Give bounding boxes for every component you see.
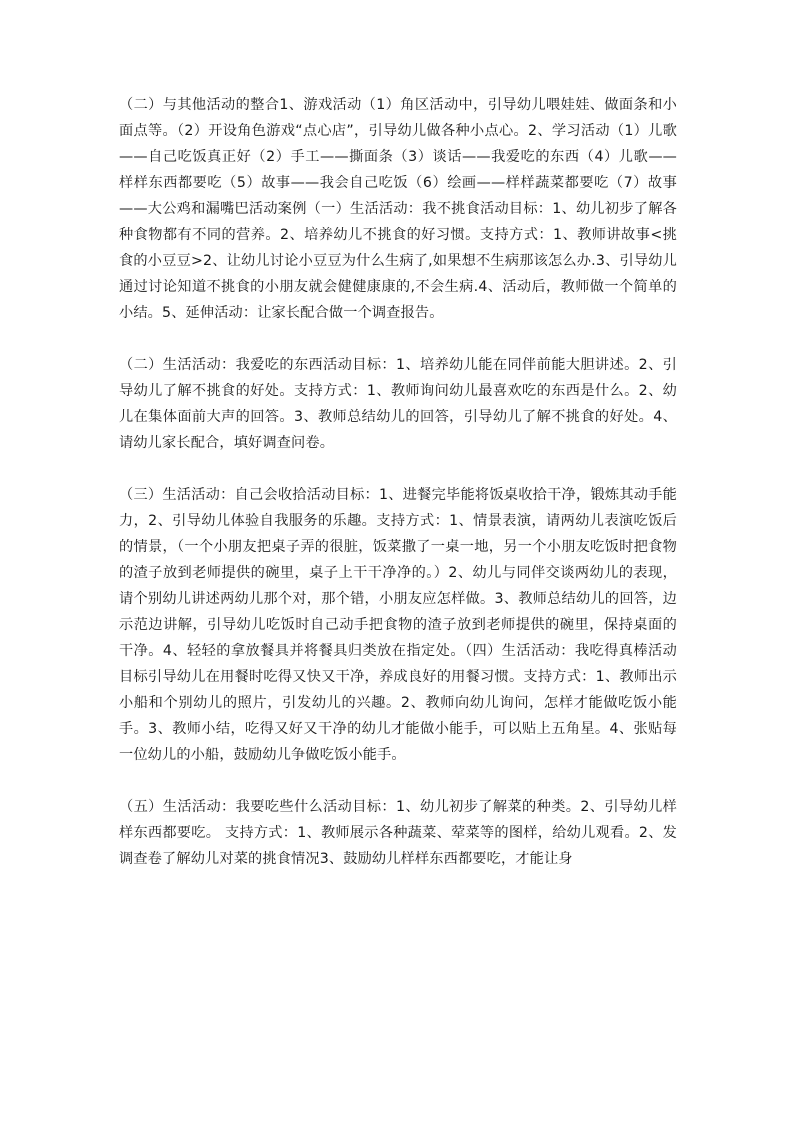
paragraph-tidy-up: （三）生活活动：自己会收拾活动目标：1、进餐完毕能将饭桌收拾干净，锻炼其动手能力，2、引导幼儿体验自我服务的乐趣。支持方式：1、情景表演，请两幼儿表演吃饭后的情景，（一个小朋友把桌子弄的很脏，饭菜撒了一桌一地，另一个小朋友吃饭时把食物的渣子放到老师提供的碗里，桌子上干干净净的。）2、幼儿与同伴交谈两幼儿的表现，请个别幼儿讲述两幼儿那个对，那个错，小朋友应怎样做。3、教师总结幼儿的回答，边示范边讲解，引导幼儿吃饭时自己动手把食物的渣子放到老师提供的碗里，保持桌面的干净。4、轻轻的拿放餐具并将餐具归类放在指定处。（四）生活活动：我吃得真棒活动目标引导幼儿在用餐时吃得又快又干净，养成良好的用餐习惯。支持方式：1、教师出示小船和个别幼儿的照片，引发幼儿的兴趣。2、教师向幼儿询问，怎样才能做吃饭小能手。3、教师小结，吃得又好又干净的幼儿才能做小能手，可以贴上五角星。4、张贴每一位幼儿的小船，鼓励幼儿争做吃饭小能手。 [119,487,677,763]
paragraph-integration: （二）与其他活动的整合1、游戏活动（1）角区活动中，引导幼儿喂娃娃、做面条和小面点等。（2）开设角色游戏“点心店”，引导幼儿做各种小点心。2、学习活动（1）儿歌——自己吃饭真正好（2）手工——撕面条（3）谈话——我爱吃的东西（4）儿歌——样样东西都要吃（5）故事——我会自己吃饭（6）绘画——样样蔬菜都要吃（7）故事——大公鸡和漏嘴巴活动案例（一）生活活动：我不挑食活动目标：1、幼儿初步了解各种食物都有不同的营养。2、培养幼儿不挑食的好习惯。支持方式：1、教师讲故事<挑食的小豆豆>2、让幼儿讨论小豆豆为什么生病了,如果想不生病那该怎么办.3、引导幼儿通过讨论知道不挑食的小朋友就会健健康康的,不会生病.4、活动后，教师做一个简单的小结。5、延伸活动：让家长配合做一个调查报告。 [119,97,677,321]
paragraph-what-to-eat: （五）生活活动：我要吃些什么活动目标：1、幼儿初步了解菜的种类。2、引导幼儿样样东西都要吃。 支持方式：1、教师展示各种蔬菜、荤菜等的图样，给幼儿观看。2、发调查卷了解幼儿对菜的挑食情况3、鼓励幼儿样样东西都要吃，才能让身 [119,799,677,867]
document-page [119,92,677,898]
paragraph-favorite-food: （二）生活活动：我爱吃的东西活动目标：1、培养幼儿能在同伴前能大胆讲述。2、引导幼儿了解不挑食的好处。支持方式：1、教师询问幼儿最喜欢吃的东西是什么。2、幼儿在集体面前大声的回答。3、教师总结幼儿的回答，引导幼儿了解不挑食的好处。4、请幼儿家长配合，填好调查问卷。 [119,357,677,451]
